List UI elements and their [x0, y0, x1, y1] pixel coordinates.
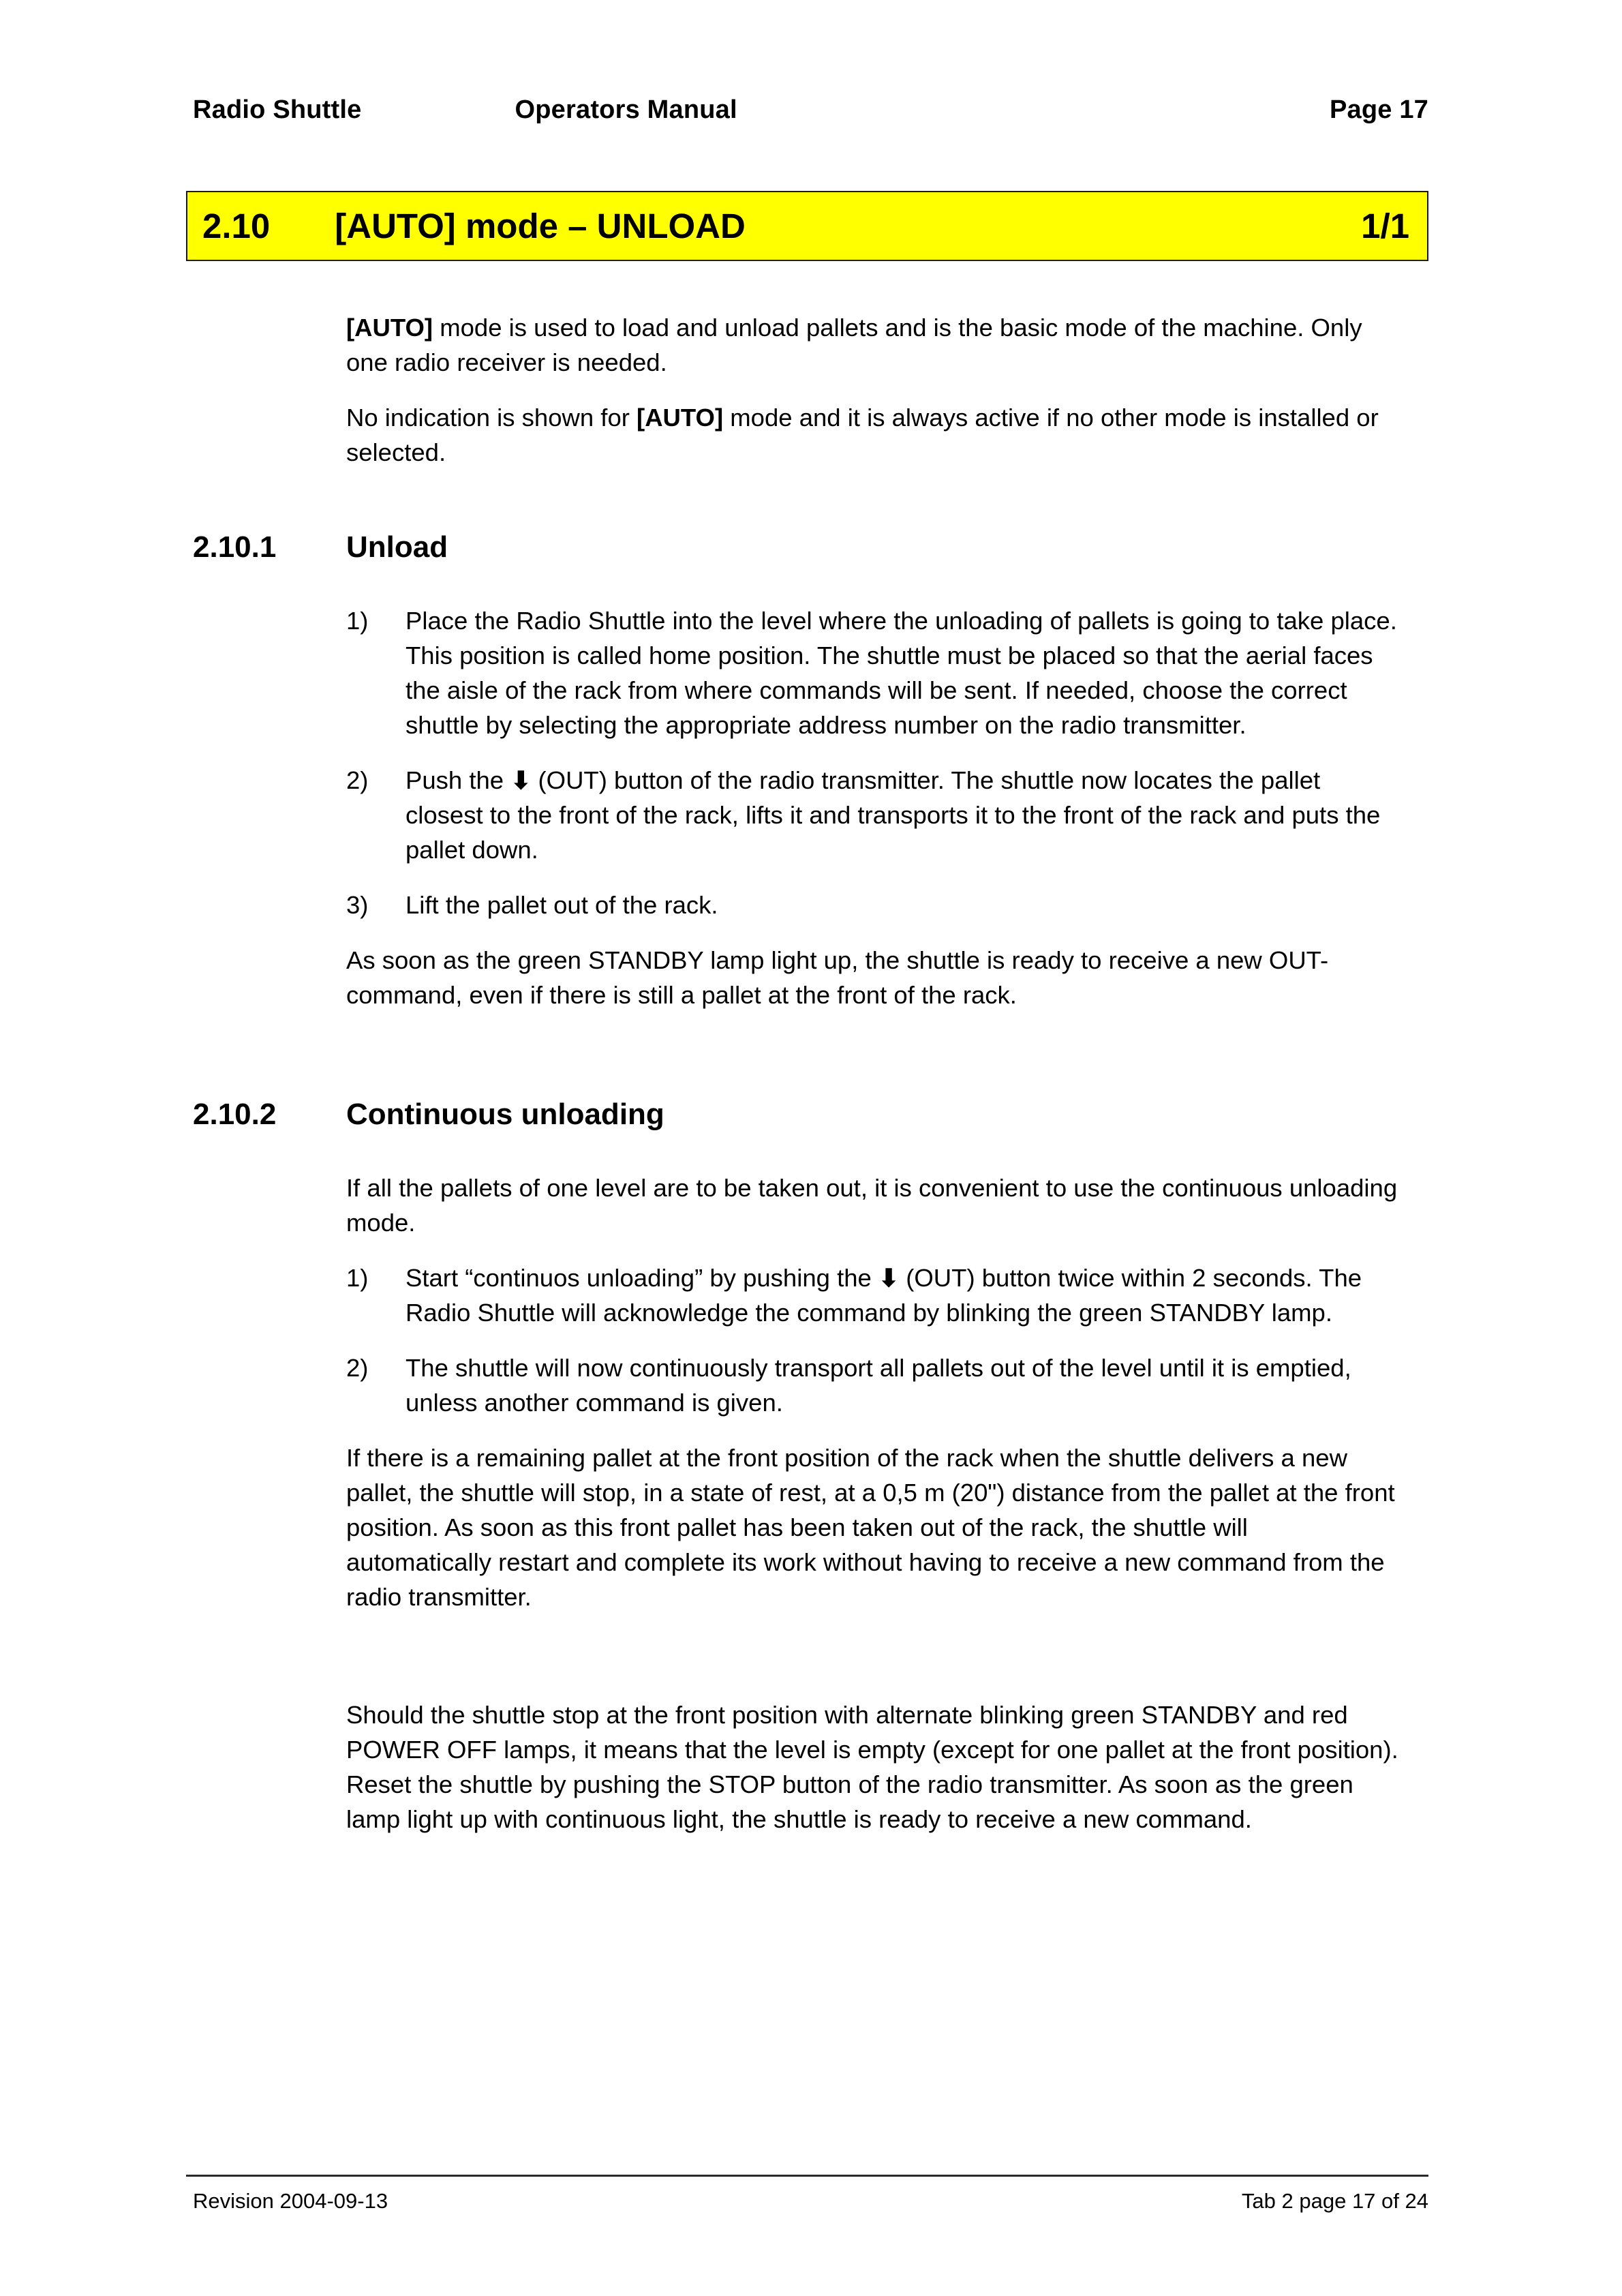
list-item-text: The shuttle will now continuously transport all pallets out of the level until it is emptied, unless another command is given. — [406, 1354, 1351, 1417]
intro-auto-tag-1: [AUTO] — [346, 314, 433, 342]
empty-level-paragraph: Should the shuttle stop at the front position with alternate blinking green STANDBY and red POWER OFF lamps, it means that the level is empty (except for one pallet at the front position). Reset the shuttle by pushing the STOP button of the radio transmitter. As soon as the green lamp light up with continuous light, the shuttle is ready to receive a new command. — [346, 1701, 1398, 1833]
section-title-banner — [186, 191, 1428, 261]
list-item-text-after-arrow: (OUT) button twice within 2 seconds. The Radio Shuttle will acknowledge the command by blinking the green STANDBY lamp. — [406, 1264, 1362, 1327]
header-product-name: Radio Shuttle — [193, 95, 362, 124]
list-item — [346, 1260, 1399, 1330]
list-item-text-before-arrow: Start “continuos unloading” by pushing the — [406, 1264, 878, 1292]
down-arrow-icon: ⬇ — [878, 1264, 900, 1292]
list-item-marker: 2) — [346, 766, 369, 794]
section-2-10-1-number: 2.10.1 — [193, 530, 277, 564]
header-page-number: Page 17 — [1329, 95, 1428, 124]
intro-paragraph-2 — [346, 400, 1399, 470]
footer-revision: Revision 2004-09-13 — [193, 2189, 388, 2213]
section-heading-2-10-2 — [193, 1096, 1428, 1134]
intro-paragraph-2-tail: mode and it is always active if no other mode is installed or selected. — [346, 404, 1379, 466]
banner-page-counter: 1/1 — [1361, 207, 1409, 245]
list-item-marker: 1) — [346, 1264, 369, 1292]
continuous-intro-paragraph: If all the pallets of one level are to be taken out, it is convenient to use the continuous unloading mode. — [346, 1174, 1398, 1237]
list-item-marker: 1) — [346, 607, 369, 635]
section-heading-2-10-1 — [193, 528, 1428, 567]
header-document-title: Operators Manual — [515, 95, 737, 124]
list-item-text: Place the Radio Shuttle into the level where the unloading of pallets is going to take place. This position is called home position. The shuttle must be placed so that the aerial faces the aisle of the rack from where commands will be sent. If needed, choose the correct shuttle by selecting the appropriate address number on the radio transmitter. — [406, 607, 1397, 739]
list-item-text: Lift the pallet out of the rack. — [406, 891, 718, 919]
list-item-text — [406, 1260, 1399, 1330]
down-arrow-icon: ⬇ — [510, 766, 532, 794]
section-2-10-2-title: Continuous unloading — [346, 1098, 664, 1131]
list-item-text-after-arrow: (OUT) button of the radio transmitter. The shuttle now locates the pallet closest to the front of the rack, lifts it and transports it to the front of the rack and puts the pallet down. — [406, 766, 1381, 864]
list-item — [346, 763, 1399, 867]
unload-steps-list — [346, 603, 1399, 922]
intro-auto-tag-2: [AUTO] — [637, 404, 724, 432]
list-item-text — [406, 763, 1399, 867]
continuous-steps-list — [346, 1260, 1399, 1420]
page-body — [0, 310, 1622, 1837]
unload-closing-paragraph: As soon as the green STANDBY lamp light up, the shuttle is ready to receive a new OUT-command, even if there is still a pallet at the front of the rack. — [346, 946, 1329, 1009]
banner-section-title: [AUTO] mode – UNLOAD — [335, 207, 746, 245]
list-item — [346, 1350, 1399, 1420]
intro-paragraph-2-lead: No indication is shown for — [346, 404, 637, 432]
intro-paragraph-1 — [346, 310, 1399, 380]
footer-divider — [186, 2175, 1428, 2177]
running-footer — [193, 2187, 1428, 2216]
intro-paragraph-1-text: mode is used to load and unload pallets and is the basic mode of the machine. Only one radio receiver is needed. — [346, 314, 1362, 376]
section-2-10-1-title: Unload — [346, 530, 448, 564]
section-2-10-2-number: 2.10.2 — [193, 1098, 277, 1131]
list-item — [346, 888, 1399, 922]
list-item-text-before-arrow: Push the — [406, 766, 511, 794]
list-item-marker: 2) — [346, 1354, 369, 1382]
remaining-pallet-paragraph: If there is a remaining pallet at the front position of the rack when the shuttle delivers a new pallet, the shuttle will stop, in a state of rest, at a 0,5 m (20") distance from the pallet at the front position. As soon as this front pallet has been taken out of the rack, the shuttle will automatically restart and complete its work without having to receive a new command from the radio transmitter. — [346, 1444, 1395, 1611]
list-item-marker: 3) — [346, 891, 369, 919]
list-item — [346, 603, 1399, 742]
banner-section-number: 2.10 — [202, 207, 271, 245]
running-header — [193, 95, 1428, 125]
footer-tab-page: Tab 2 page 17 of 24 — [1241, 2189, 1428, 2213]
